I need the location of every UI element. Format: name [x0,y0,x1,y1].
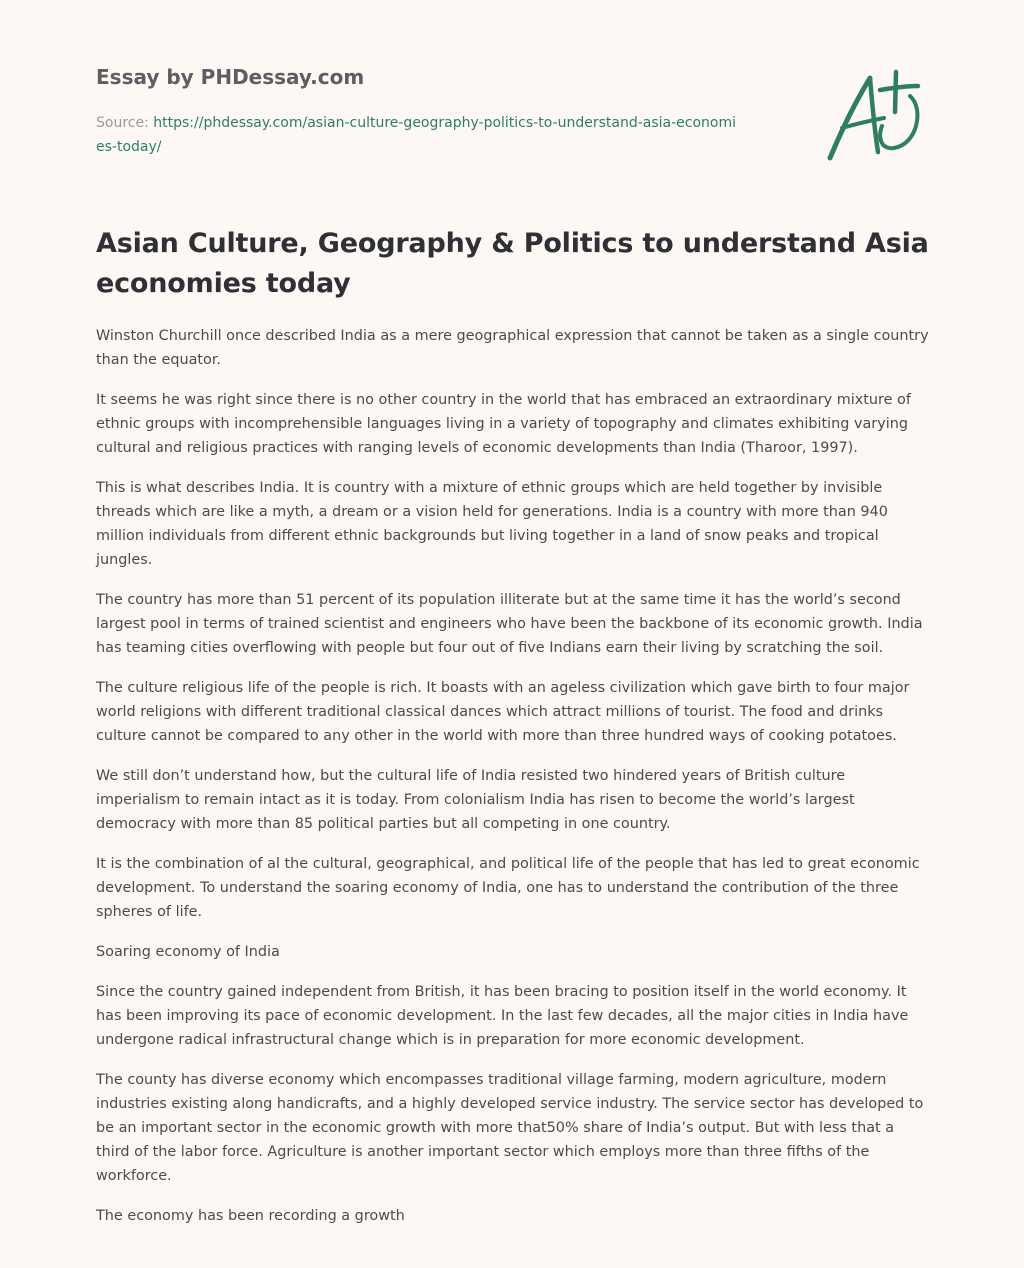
article-title: Asian Culture, Geography & Politics to understand Asia economies today [96,228,929,299]
site-brand[interactable]: Essay by PHDessay.com [96,65,365,89]
page-header [96,62,736,159]
source-line [96,111,736,159]
a-plus-logo-graphic [822,66,932,166]
paragraph: It is the combination of al the cultural, geographical, and political life of the people that has led to great economic development. To understand the soaring economy of India, one has to understand the contribution of the three spheres of life. [96,856,920,920]
paragraph: The culture religious life of the people is rich. It boasts with an ageless civilization which gave birth to four major world religions with different traditional classical dances which attract millions of tourist. The food and drinks culture cannot be compared to any other in the world with more than three hundred ways of cooking potatoes. [96,680,910,744]
a-plus-grade-icon [822,66,932,166]
source-label: Source: [96,115,154,131]
paragraph: Since the country gained independent from British, it has been bracing to position itself in the world economy. It has been improving its pace of economic development. In the last few decades, all the major cities in India have undergone radical infrastructural change which is in preparation for more economic development. [96,984,909,1048]
source-link[interactable]: https://phdessay.com/asian-culture-geography-politics-to-understand-asia-economies-today/ [96,115,737,155]
paragraph: The county has diverse economy which encompasses traditional village farming, modern agriculture, modern industries existing along handicrafts, and a highly developed service industry. The service sector has developed to be an important sector in the economic growth with more that50% share of India’s output. But with less that a third of the labor force. Agriculture is another important sector which employs more than three fifths of the workforce. [96,1072,924,1184]
paragraph: We still don’t understand how, but the cultural life of India resisted two hindered years of British culture imperialism to remain intact as it is today. From colonialism India has risen to become the world’s largest democracy with more than 85 political parties but all competing in one country. [96,768,855,832]
paragraph: The country has more than 51 percent of its population illiterate but at the same time it has the world’s second largest pool in terms of trained scientist and engineers who have been the backbone of its economic growth. India has teaming cities overflowing with people but four out of five Indians earn their living by scratching the soil. [96,592,923,656]
article [96,224,932,1244]
paragraph: The economy has been recording a growth [96,1208,405,1224]
paragraph: Winston Churchill once described India as a mere geographical expression that cannot be taken as a single country than the equator. [96,328,929,368]
section-heading: Soaring economy of India [96,944,280,960]
paragraph: This is what describes India. It is country with a mixture of ethnic groups which are held together by invisible threads which are like a myth, a dream or a vision held for generations. India is a country with more than 940 million individuals from different ethnic backgrounds but living together in a land of snow peaks and tropical jungles. [96,480,888,568]
paragraph: It seems he was right since there is no other country in the world that has embraced an extraordinary mixture of ethnic groups with incomprehensible languages living in a variety of topography and climates exhibiting varying cultural and religious practices with ranging levels of economic developments than India (Tharoor, 1997). [96,392,911,456]
